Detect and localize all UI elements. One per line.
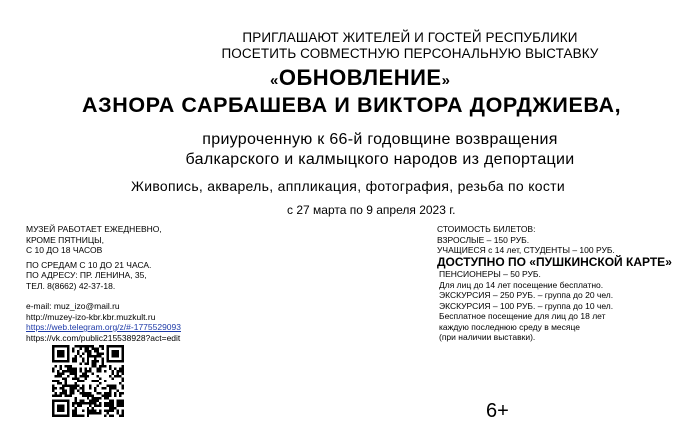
pushkin-card-notice: ДОСТУПНО ПО «ПУШКИНСКОЙ КАРТЕ»	[437, 255, 672, 269]
hours-line-2: КРОМЕ ПЯТНИЦЫ,	[26, 234, 105, 245]
phone: ТЕЛ. 8(8662) 42-37-18.	[26, 280, 116, 291]
vk-link[interactable]: https://vk.com/public215538928?act=edit	[26, 332, 181, 343]
ticket-students: УЧАЩИЕСЯ с 14 лет, СТУДЕНТЫ – 100 РУБ.	[437, 245, 615, 255]
ticket-under14: Для лиц до 14 лет посещение бесплатно.	[439, 279, 604, 290]
ticket-adults: ВЗРОСЛЫЕ – 150 РУБ.	[437, 234, 530, 245]
title-text: ОБНОВЛЕНИЕ	[278, 65, 442, 90]
qr-code-icon	[52, 345, 124, 417]
website-link[interactable]: http://muzey-izo-kbr.kbr.muzkult.ru	[26, 311, 156, 322]
email[interactable]: e-mail: muz_izo@mail.ru	[26, 301, 120, 311]
quote-close: »	[441, 72, 451, 89]
exhibition-title	[270, 65, 450, 91]
hours-line-1: МУЗЕЙ РАБОТАЕТ ЕЖЕДНЕВНО,	[26, 224, 162, 234]
hours-line-3: С 10 ДО 18 ЧАСОВ	[26, 245, 103, 255]
ticket-pensioners: ПЕНСИОНЕРЫ – 50 РУБ.	[439, 269, 541, 279]
wednesday-hours: ПО СРЕДАМ С 10 ДО 21 ЧАСА.	[26, 259, 152, 270]
free-visit-3: (при наличии выставки).	[439, 332, 536, 342]
excursion-2: ЭКСКУРСИЯ – 100 РУБ. – группа до 10 чел.	[439, 300, 614, 311]
artists-line: АЗНОРА САРБАШЕВА И ВИКТОРА ДОРДЖИЕВА,	[82, 93, 622, 117]
age-rating-badge: 6+	[486, 400, 509, 422]
excursion-1: ЭКСКУРСИЯ – 250 РУБ. – группа до 20 чел.	[439, 290, 614, 300]
quote-open: «	[270, 72, 279, 89]
invite-text	[170, 30, 650, 62]
genres-line: Живопись, акварель, аппликация, фотография, резьба по кости	[131, 178, 565, 194]
telegram-link[interactable]: https://web.telegram.org/z/#-1775529093	[26, 322, 181, 332]
ticket-info	[437, 224, 615, 256]
dedication	[130, 130, 630, 170]
address: ПО АДРЕСУ: ПР. ЛЕНИНА, 35,	[26, 270, 147, 280]
ticket-heading: СТОИМОСТЬ БИЛЕТОВ:	[437, 224, 536, 234]
exhibition-dates: с 27 марта по 9 апреля 2023 г.	[287, 203, 456, 217]
museum-info	[26, 224, 181, 343]
invite-line-1: ПРИГЛАШАЮТ ЖИТЕЛЕЙ И ГОСТЕЙ РЕСПУБЛИКИ	[242, 30, 578, 45]
dedication-line-2: балкарского и калмыцкого народов из депортации	[185, 151, 575, 168]
ticket-info-more	[439, 269, 613, 343]
invite-line-2: ПОСЕТИТЬ СОВМЕСТНУЮ ПЕРСОНАЛЬНУЮ ВЫСТАВКУ	[221, 46, 599, 61]
free-visit-2: каждую последнюю среду в месяце	[439, 321, 581, 332]
free-visit-1: Бесплатное посещение для лиц до 18 лет	[439, 311, 606, 321]
dedication-line-1: приуроченную к 66-й годовщине возвращения	[202, 131, 558, 148]
